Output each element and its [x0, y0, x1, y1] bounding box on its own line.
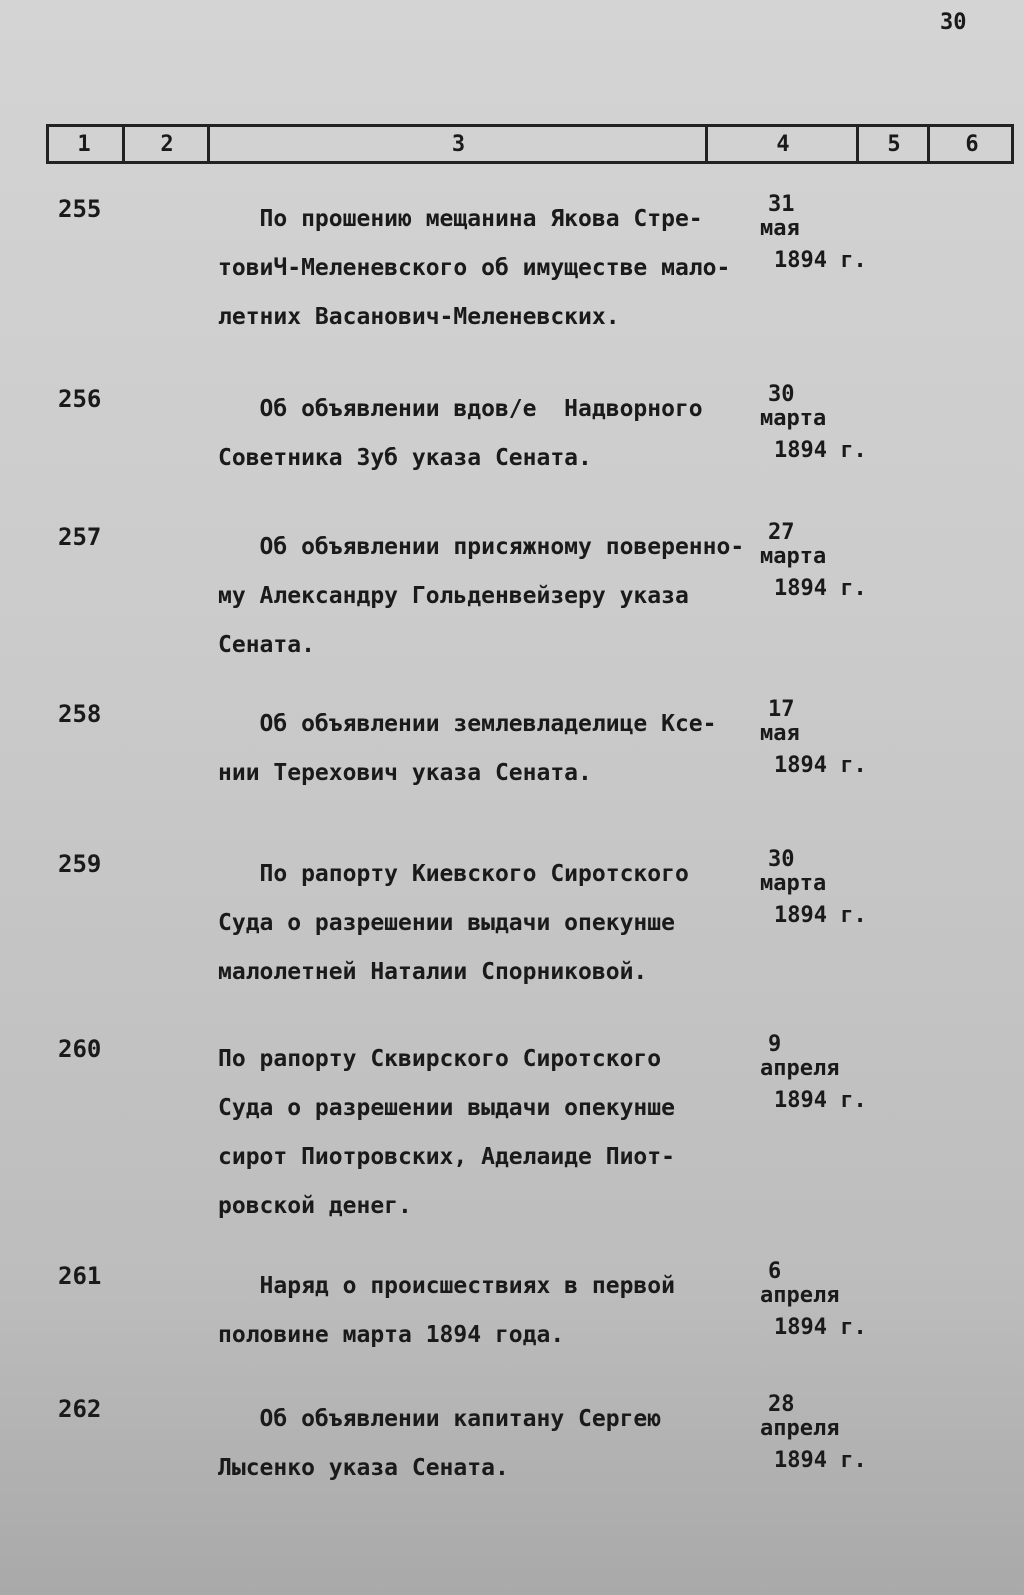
description-line: товиЧ-Меленевского об имуществе мало- [218, 255, 731, 281]
entry-date [760, 1260, 867, 1340]
date-month: апреля [760, 1283, 840, 1308]
entry-date [760, 698, 867, 778]
description-line: Сената. [218, 632, 315, 658]
description-line: Суда о разрешении выдачи опекунше [218, 910, 675, 936]
entry-number: 261 [58, 1262, 102, 1290]
entry-number: 257 [58, 523, 102, 551]
date-year: 1894 г. [774, 1448, 867, 1473]
description-line: По прошению мещанина Якова Стре- [218, 206, 703, 232]
entry-description [218, 385, 738, 483]
header-col-5: 5 [856, 127, 929, 161]
date-day: 27 [768, 520, 795, 545]
entry-number: 262 [58, 1395, 102, 1423]
date-day: 30 [768, 382, 795, 407]
date-month: марта [760, 406, 827, 431]
entry-date [760, 1033, 867, 1113]
description-line: По рапорту Сквирского Сиротского [218, 1046, 662, 1072]
entry-description [218, 195, 738, 342]
entry-number: 258 [58, 700, 102, 728]
date-month: мая [760, 721, 800, 746]
entry-description [218, 523, 745, 670]
entry-description [218, 700, 738, 798]
date-day: 31 [768, 192, 795, 217]
entry-date [760, 848, 867, 928]
date-year: 1894 г. [774, 903, 867, 928]
entry-number: 256 [58, 385, 102, 413]
entry-number: 255 [58, 195, 102, 223]
description-line: Лысенко указа Сената. [218, 1455, 509, 1481]
header-col-4: 4 [705, 127, 858, 161]
date-month: мая [760, 216, 800, 241]
date-day: 17 [768, 697, 795, 722]
entry-description [218, 850, 738, 997]
header-col-1: 1 [77, 132, 91, 157]
header-col-3: 3 [207, 127, 707, 161]
description-line: Суда о разрешении выдачи опекунше [218, 1095, 675, 1121]
entry-description [218, 1262, 738, 1360]
date-day: 9 [768, 1032, 782, 1057]
header-col-6: 6 [927, 127, 1014, 161]
entry-number: 260 [58, 1035, 102, 1063]
entry-date [760, 383, 867, 463]
description-line: По рапорту Киевского Сиротского [218, 861, 689, 887]
header-col-2: 2 [122, 127, 209, 161]
description-line: му Александру Гольденвейзеру указа [218, 583, 689, 609]
description-line: Советника Зуб указа Сената. [218, 445, 592, 471]
date-year: 1894 г. [774, 438, 867, 463]
description-line: Об объявлении землевладелице Ксе- [218, 711, 717, 737]
description-line: Наряд о происшествиях в первой [218, 1273, 675, 1299]
date-month: апреля [760, 1416, 840, 1441]
date-day: 30 [768, 847, 795, 872]
description-line: малолетней Наталии Спорниковой. [218, 959, 648, 985]
description-line: сирот Пиотровских, Аделаиде Пиот- [218, 1144, 675, 1170]
date-year: 1894 г. [774, 576, 867, 601]
description-line: Об объявлении капитану Сергею [218, 1406, 662, 1432]
entry-date [760, 193, 867, 273]
date-day: 6 [768, 1259, 782, 1284]
entry-number: 259 [58, 850, 102, 878]
description-line: половине марта 1894 года. [218, 1322, 565, 1348]
entry-description [218, 1035, 738, 1231]
date-day: 28 [768, 1392, 795, 1417]
date-month: марта [760, 544, 827, 569]
page-number: 30 [940, 10, 967, 35]
description-line: ровской денег. [218, 1193, 412, 1219]
description-line: Об объявлении присяжному поверенно- [218, 534, 745, 560]
description-line: нии Терехович указа Сената. [218, 760, 592, 786]
date-year: 1894 г. [774, 248, 867, 273]
description-line: Об объявлении вдов/е Надворного [218, 396, 703, 422]
date-year: 1894 г. [774, 1088, 867, 1113]
date-month: марта [760, 871, 827, 896]
date-month: апреля [760, 1056, 840, 1081]
table-header [46, 124, 1014, 164]
entry-date [760, 1393, 867, 1473]
description-line: летних Васанович-Меленевских. [218, 304, 620, 330]
date-year: 1894 г. [774, 1315, 867, 1340]
entry-description [218, 1395, 738, 1493]
date-year: 1894 г. [774, 753, 867, 778]
entry-date [760, 521, 867, 601]
